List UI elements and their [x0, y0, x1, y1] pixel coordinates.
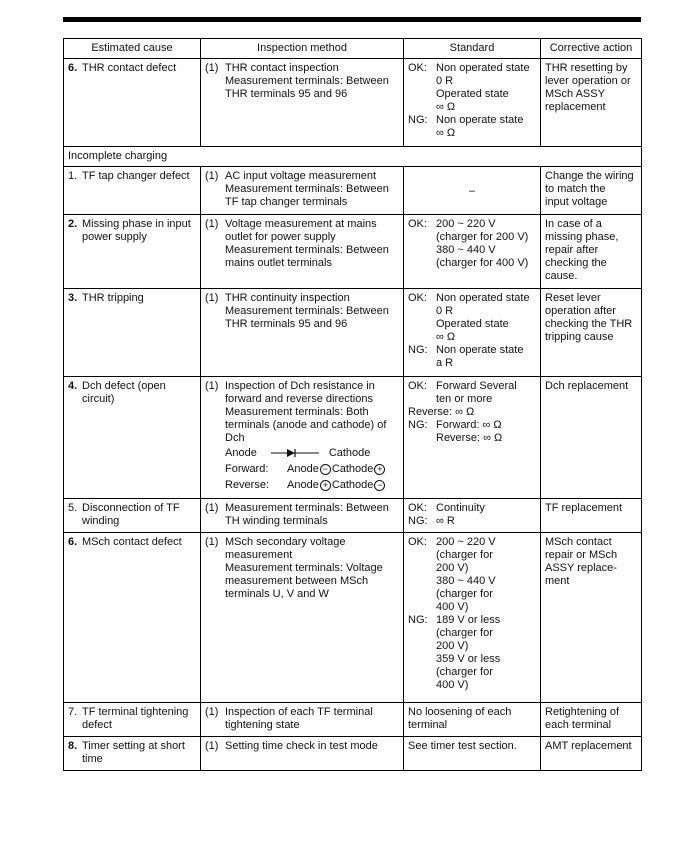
standard-line: terminal	[408, 719, 448, 731]
standard-line: 200 ~ 220 V	[436, 218, 496, 230]
cause-number: 5.	[68, 502, 78, 514]
standard-line: Operated state	[436, 318, 509, 330]
cause-text: Missing phase in input power supply	[82, 218, 191, 243]
method-line: Measurement terminals: Both	[225, 406, 369, 418]
cause-number: 3.	[68, 292, 78, 304]
reverse-cathode: Cathode	[331, 478, 374, 491]
table-row	[64, 167, 642, 215]
standard-cell	[404, 289, 541, 377]
method-cell	[201, 59, 404, 147]
method-line: outlet for power supply	[225, 231, 336, 243]
forward-polarity	[225, 461, 386, 477]
cause-text: TF terminal tightening defect	[82, 706, 189, 731]
standard-line: 400 V)	[436, 679, 469, 691]
action-line: MSch ASSY	[545, 88, 605, 100]
standard-cell	[404, 215, 541, 289]
cause-cell	[64, 377, 201, 499]
method-line: Measurement terminals: Between	[225, 244, 389, 256]
cause-text: Dch defect (open circuit)	[82, 380, 166, 405]
method-line: MSch secondary voltage	[225, 536, 346, 548]
plus-circle-icon: +	[374, 464, 385, 475]
cause-number: 6.	[68, 62, 78, 74]
standard-line: 0 R	[436, 305, 454, 317]
anode-label: Anode	[225, 446, 257, 459]
standard-tag: OK:	[408, 292, 427, 304]
action-line: replacement	[545, 101, 606, 113]
cause-cell	[64, 215, 201, 289]
standard-line: ∞ R	[436, 515, 455, 527]
standard-cell	[404, 499, 541, 533]
standard-cell	[404, 703, 541, 737]
method-line: THR terminals 95 and 96	[225, 88, 348, 100]
standard-tag: OK:	[408, 62, 427, 74]
cause-number: 2.	[68, 218, 78, 230]
forward-anode: Anode	[287, 462, 319, 475]
action-line: AMT replacement	[545, 740, 632, 752]
method-line: measurement between MSch	[225, 575, 369, 587]
diode-diagram	[225, 445, 386, 461]
standard-line: No loosening of each	[408, 706, 512, 718]
action-line: THR resetting by	[545, 62, 628, 74]
method-line: Dch	[225, 432, 245, 444]
action-cell	[541, 377, 642, 499]
cause-number: 7.	[68, 706, 78, 718]
method-number: (1)	[205, 502, 219, 514]
diode-symbol-icon	[271, 448, 319, 458]
method-number: (1)	[205, 218, 219, 230]
standard-line: (charger for	[436, 627, 493, 639]
cause-number: 4.	[68, 380, 78, 392]
standard-line: (charger for	[436, 588, 493, 600]
table-row	[64, 59, 642, 147]
method-number: (1)	[205, 380, 219, 392]
action-line: checking the THR	[545, 318, 633, 330]
method-line: AC input voltage measurement	[225, 170, 377, 182]
method-cell	[201, 377, 404, 499]
standard-line: 380 ~ 440 V	[436, 244, 496, 256]
standard-line: ∞ Ω	[436, 101, 456, 113]
table-row	[64, 703, 642, 737]
method-line: Setting time check in test mode	[225, 740, 378, 752]
table-row	[64, 289, 642, 377]
method-number: (1)	[205, 706, 219, 718]
action-line: tripping cause	[545, 331, 614, 343]
standard-line: 200 V)	[436, 640, 469, 652]
standard-cell	[404, 737, 541, 771]
method-cell	[201, 215, 404, 289]
method-cell	[201, 703, 404, 737]
method-line: Measurement terminals: Between	[225, 75, 389, 87]
standard-line: 359 V or less	[436, 653, 501, 665]
header-corrective-action: Corrective action	[541, 39, 642, 59]
action-cell	[541, 703, 642, 737]
plus-circle-icon: +	[320, 480, 331, 491]
standard-line: (charger for 400 V)	[436, 257, 529, 269]
method-line: tightening state	[225, 719, 300, 731]
reverse-anode: Anode	[287, 478, 319, 491]
forward-cathode: Cathode	[331, 462, 374, 475]
action-line: ASSY replace-	[545, 562, 617, 574]
standard-line: See timer test section.	[408, 740, 517, 752]
standard-line: ∞ Ω	[436, 127, 456, 139]
action-line: checking the	[545, 257, 607, 269]
action-line: Dch replacement	[545, 380, 629, 392]
header-standard: Standard	[404, 39, 541, 59]
cause-cell	[64, 737, 201, 771]
standard-tag: OK:	[408, 502, 427, 514]
standard-line: Reverse: ∞ Ω	[408, 406, 475, 418]
header-estimated-cause: Estimated cause	[64, 39, 201, 59]
method-line: Measurement terminals: Between	[225, 305, 389, 317]
action-cell	[541, 215, 642, 289]
method-number: (1)	[205, 62, 219, 74]
method-number: (1)	[205, 170, 219, 182]
method-line: THR contact inspection	[225, 62, 339, 74]
method-line: Inspection of Dch resistance in	[225, 380, 375, 392]
table-row	[64, 533, 642, 703]
standard-tag: NG:	[408, 344, 428, 356]
standard-tag: OK:	[408, 536, 427, 548]
method-line: Inspection of each TF terminal	[225, 706, 373, 718]
standard-line: ten or more	[436, 393, 493, 405]
action-cell	[541, 737, 642, 771]
minus-circle-icon: −	[374, 480, 385, 491]
method-line: terminals U, V and W	[225, 588, 329, 600]
standard-tag: OK:	[408, 218, 427, 230]
action-line: Retightening of	[545, 706, 619, 718]
method-number: (1)	[205, 740, 219, 752]
header-row	[64, 39, 642, 59]
action-line: MSch contact	[545, 536, 612, 548]
method-line: Voltage measurement at mains	[225, 218, 377, 230]
standard-line: Forward Several	[436, 380, 517, 392]
standard-line: ∞ Ω	[436, 331, 456, 343]
header-inspection-method: Inspection method	[201, 39, 404, 59]
top-rule	[63, 17, 641, 22]
standard-line: Forward: ∞ Ω	[436, 419, 502, 431]
standard-line: 400 V)	[436, 601, 469, 613]
section-label: Incomplete charging	[64, 147, 642, 167]
standard-line: a R	[436, 357, 454, 369]
cause-cell	[64, 167, 201, 215]
method-cell	[201, 737, 404, 771]
method-line: THR continuity inspection	[225, 292, 350, 304]
standard-line: Continuity	[436, 502, 485, 514]
standard-line: (charger for	[436, 549, 493, 561]
standard-tag: NG:	[408, 114, 428, 126]
method-line: forward and reverse directions	[225, 393, 373, 405]
standard-cell	[404, 533, 541, 703]
method-line: Measurement terminals: Between	[225, 502, 389, 514]
standard-line: Non operate state	[436, 344, 524, 356]
action-line: In case of a	[545, 218, 602, 230]
action-line: ment	[545, 575, 570, 587]
cause-cell	[64, 533, 201, 703]
standard-line: Reverse: ∞ Ω	[436, 432, 503, 444]
action-line: operation after	[545, 305, 616, 317]
action-line: missing phase,	[545, 231, 619, 243]
standard-line: Operated state	[436, 88, 509, 100]
standard-line: Non operated state	[436, 292, 530, 304]
table-row	[64, 737, 642, 771]
standard-line: 0 R	[436, 75, 454, 87]
standard-line: 200 ~ 220 V	[436, 536, 496, 548]
action-cell	[541, 499, 642, 533]
method-line: mains outlet terminals	[225, 257, 332, 269]
cause-cell	[64, 59, 201, 147]
method-line: TF tap changer terminals	[225, 196, 348, 208]
standard-cell: –	[404, 167, 541, 215]
cause-text: Timer setting at short time	[82, 740, 185, 765]
cause-text: THR tripping	[82, 292, 144, 304]
standard-line: (charger for 200 V)	[436, 231, 529, 243]
standard-line: (charger for	[436, 666, 493, 678]
method-line: TH winding terminals	[225, 515, 328, 527]
action-line: repair or MSch	[545, 549, 618, 561]
minus-circle-icon: −	[320, 464, 331, 475]
cause-text: MSch contact defect	[82, 536, 182, 548]
method-line: Measurement terminals: Between	[225, 183, 389, 195]
method-cell	[201, 289, 404, 377]
cause-number: 8.	[68, 740, 78, 752]
standard-tag: OK:	[408, 380, 427, 392]
forward-label: Forward:	[225, 462, 269, 475]
cause-cell	[64, 499, 201, 533]
standard-line: 380 ~ 440 V	[436, 575, 496, 587]
cause-number: 1.	[68, 170, 78, 182]
cause-cell	[64, 703, 201, 737]
action-line: Reset lever	[545, 292, 601, 304]
standard-tag: NG:	[408, 419, 428, 431]
section-row	[64, 147, 642, 167]
action-line: cause.	[545, 270, 578, 282]
method-cell	[201, 167, 404, 215]
standard-line: Non operate state	[436, 114, 524, 126]
standard-tag: NG:	[408, 515, 428, 527]
method-line: measurement	[225, 549, 293, 561]
action-line: each terminal	[545, 719, 612, 731]
action-line: Change the wiring	[545, 170, 634, 182]
method-cell	[201, 499, 404, 533]
table-row	[64, 215, 642, 289]
action-cell	[541, 59, 642, 147]
reverse-label: Reverse:	[225, 478, 270, 491]
standard-cell	[404, 377, 541, 499]
troubleshooting-table	[63, 38, 642, 771]
method-line: THR terminals 95 and 96	[225, 318, 348, 330]
action-line: input voltage	[545, 196, 608, 208]
cause-number: 6.	[68, 536, 78, 548]
cathode-label: Cathode	[328, 446, 371, 459]
action-cell	[541, 167, 642, 215]
cause-cell	[64, 289, 201, 377]
standard-tag: NG:	[408, 614, 428, 626]
method-cell	[201, 533, 404, 703]
action-cell	[541, 533, 642, 703]
action-cell	[541, 289, 642, 377]
method-number: (1)	[205, 536, 219, 548]
action-line: to match the	[545, 183, 606, 195]
action-line: lever operation or	[545, 75, 631, 87]
standard-line: 200 V)	[436, 562, 469, 574]
table-row	[64, 499, 642, 533]
standard-cell	[404, 59, 541, 147]
standard-line: 189 V or less	[436, 614, 501, 626]
reverse-polarity	[225, 477, 386, 493]
method-line: terminals (anode and cathode) of	[225, 419, 387, 431]
standard-line: Non operated state	[436, 62, 530, 74]
method-number: (1)	[205, 292, 219, 304]
method-line: Measurement terminals: Voltage	[225, 562, 383, 574]
action-line: TF replacement	[545, 502, 623, 514]
cause-text: TF tap changer defect	[82, 170, 190, 182]
table-row	[64, 377, 642, 499]
action-line: repair after	[545, 244, 599, 256]
cause-text: Disconnection of TF winding	[82, 502, 180, 527]
cause-text: THR contact defect	[82, 62, 177, 74]
